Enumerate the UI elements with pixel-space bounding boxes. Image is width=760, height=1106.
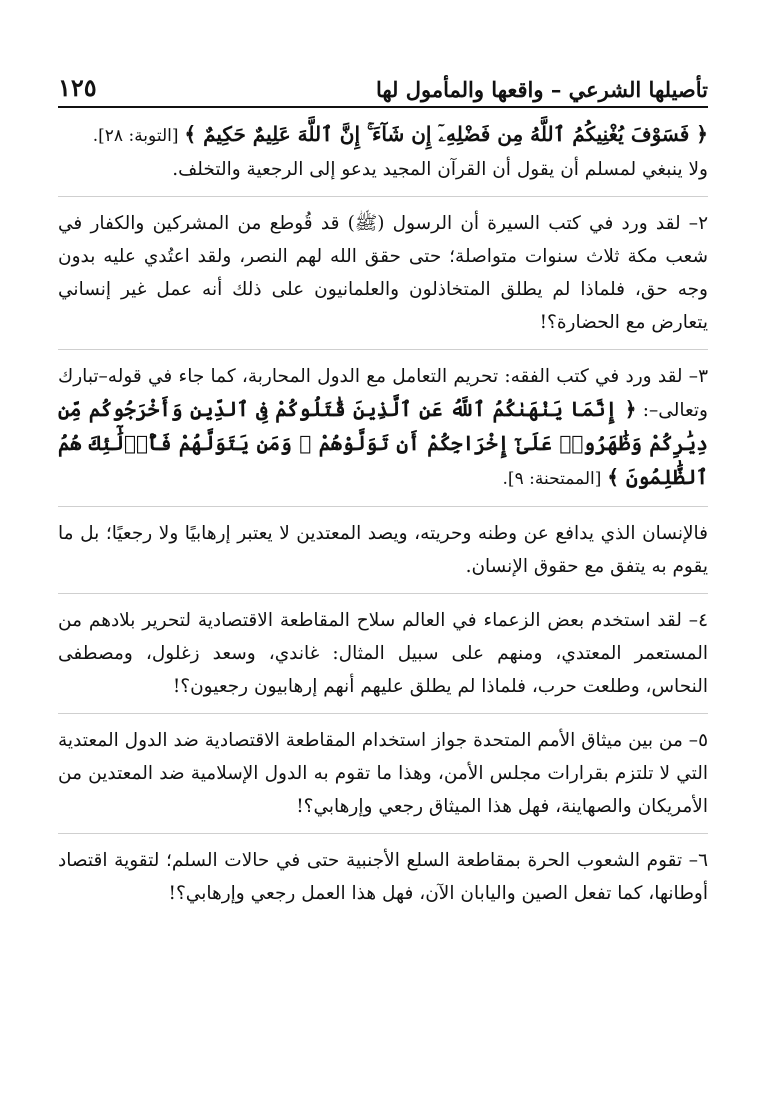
- divider: [58, 713, 708, 714]
- paragraph: فالإنسان الذي يدافع عن وطنه وحريته، ويصد المعتدين لا يعتبر إرهابيًا ولا رجعيًا؛ بل ما يقوم به يتفق مع حقوق الإنسان.: [58, 523, 708, 577]
- page-number: ١٢٥: [58, 73, 97, 102]
- paragraph-intro: ٣– لقد ورد في كتب الفقه: تحريم التعامل مع الدول المحاربة، كما جاء في قوله–تبارك وتعالى–:: [58, 366, 708, 421]
- paragraph: ولا ينبغي لمسلم أن يقول أن القرآن المجيد يدعو إلى الرجعية والتخلف.: [172, 159, 708, 180]
- divider: [58, 593, 708, 594]
- running-title: تأصيلها الشرعي – واقعها والمأمول لها: [375, 77, 708, 102]
- verse-reference: [التوبة: ٢٨].: [92, 126, 179, 146]
- body-text: [58, 118, 708, 920]
- divider: [58, 506, 708, 507]
- divider: [58, 349, 708, 350]
- paragraph-item-3: [58, 360, 708, 496]
- verse-reference: [الممتحنة: ٩].: [502, 469, 602, 489]
- quran-verse: ﴿ إِنَّمَا يَنْهَىٰكُمُ ٱللَّهُ عَنِ ٱلَّذِينَ قَٰتَلُوكُمْ فِى ٱلدِّينِ وَأَخْرَجُوكُم مِّن دِيَٰرِكُمْ وَظَٰهَرُوا۟ عَلَىٰٓ إِخْرَاجِكُمْ أَن تَوَلَّوْهُمْ ۚ وَمَن يَتَوَلَّهُمْ فَأُو۟لَٰٓئِكَ هُمُ ٱلظَّٰلِمُونَ ﴾: [58, 397, 708, 489]
- paragraph-item-4: ٤– لقد استخدم بعض الزعماء في العالم سلاح المقاطعة الاقتصادية لتحرير بلادهم من المستعمر المعتدي، ومنهم على سبيل المثال: غاندي، وسعد زغلول، ومصطفى النحاس، وطلعت حرب، فلماذا لم يطلق عليهم أنهم إرهابيون رجعيون؟!: [58, 610, 708, 697]
- quran-quote: [58, 118, 708, 153]
- paragraph-item-5: ٥– من بين ميثاق الأمم المتحدة جواز استخدام المقاطعة الاقتصادية ضد الدول المعتدية التي لا تلتزم بقرارات مجلس الأمن، وهذا ما تقوم به الدول الإسلامية ضد المعتدين من الأمريكان والصهاينة، فهل هذا الميثاق رجعي وإرهابي؟!: [58, 730, 708, 817]
- paragraph-item-6: ٦– تقوم الشعوب الحرة بمقاطعة السلع الأجنبية حتى في حالات السلم؛ لتقوية اقتصاد أوطانها، كما تفعل الصين واليابان الآن، فهل هذا العمل رجعي وإرهابي؟!: [58, 850, 708, 904]
- divider: [58, 833, 708, 834]
- quran-verse: ﴿ فَسَوْفَ يُغْنِيكُمُ ٱللَّهُ مِن فَضْلِهِۦٓ إِن شَآءَ ۚ إِنَّ ٱللَّهَ عَلِيمٌ حَكِيمٌ ﴾: [184, 122, 708, 146]
- paragraph-item-2: ٢– لقد ورد في كتب السيرة أن الرسول (ﷺ) قد قُوطع من المشركين والكفار في شعب مكة ثلاث سنوات متواصلة؛ حتى حقق الله لهم النصر، ولقد اعتُدي عليه بدون وجه حق، فلماذا لم يطلق المتخاذلون والعلمانيون على ذلك أنه عمل غير إنساني يتعارض مع الحضارة؟!: [58, 213, 708, 333]
- page-header: [58, 62, 708, 108]
- divider: [58, 196, 708, 197]
